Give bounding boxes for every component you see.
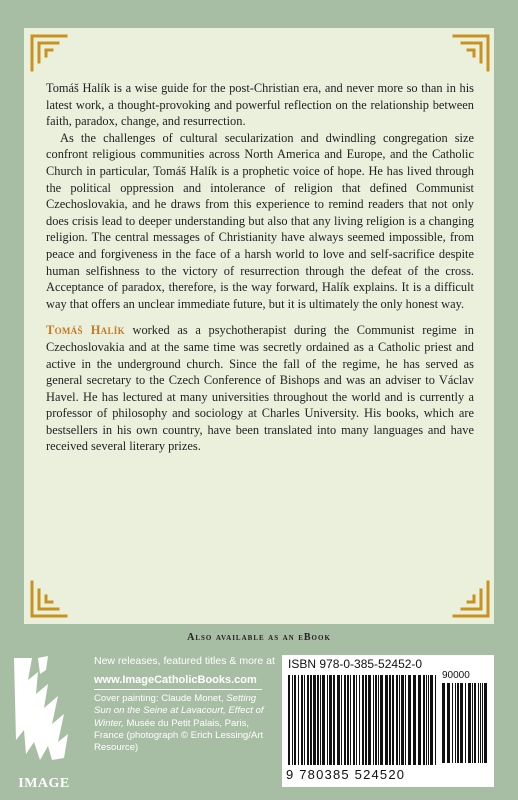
publisher-tagline: New releases, featured titles & more at: [94, 655, 275, 667]
publisher-logo-text: IMAGE: [18, 776, 70, 791]
corner-ornament-top-left: [28, 32, 68, 72]
ean-barcode-icon: [288, 675, 438, 765]
publisher-url[interactable]: www.ImageCatholicBooks.com: [94, 674, 257, 686]
description-text: [46, 80, 474, 455]
corner-ornament-bottom-left: [28, 580, 68, 620]
painting-title: Setting Sun on the Seine at Lavacourt, Effect of Winter,: [94, 693, 264, 729]
cover-credit-rest: Musée du Petit Palais, Paris, France (photograph © Erich Lessing/Art Resource): [94, 717, 264, 754]
cover-credit: [94, 693, 272, 754]
corner-ornament-top-right: [452, 32, 492, 72]
corner-ornament-bottom-right: [452, 580, 492, 620]
isbn-label: ISBN 978-0-385-52452-0: [288, 657, 423, 671]
ebook-notice: Also available as an eBook: [187, 632, 331, 643]
author-bio: [46, 322, 474, 455]
price-code: 90000: [442, 670, 470, 681]
cover-credit-prefix: Cover painting: Claude Monet,: [94, 693, 227, 704]
barcode-digits: 9 780385 524520: [286, 767, 406, 782]
barcode: [282, 655, 494, 787]
divider: [94, 689, 262, 690]
author-name: Tomáš Halík: [46, 323, 125, 338]
author-bio-text: worked as a psychotherapist during the Communist regime in Czechoslovakia and at the same time was secretly ordained as a Catholic priest and active in the underground church. Since the fall of the regime, he has served as general secretary to the Czech Conference of Bishops and was an adviser to Václav Havel. He has lectured at many universities throughout the world and is currently a professor of philosophy and sociology at Charles University. His books, which are bestsellers in his own country, have been translated into many languages and have received several literary prizes.: [46, 323, 474, 454]
blurb-paragraph-1: Tomáš Halík is a wise guide for the post-Christian era, and never more so than in his latest work, a thought-provoking and powerful reflection on the relationship between faith, paradox, change, and resurrection.: [46, 81, 474, 129]
image-logo-icon: [8, 650, 80, 786]
blurb-paragraph-2: As the challenges of cultural secularization and dwindling congregation size confront religious communities across North America and Europe, and the Catholic Church in particular, Tomáš Halík is a prophetic voice of hope. He has lived through the political oppression and intolerance of religion that defined Communist Czechoslovakia, and he draws from this experience to remind readers that not only does crisis lead to deeper understanding but also that any living religion is a changing religion. The central messages of Christianity have always seemed impossible, from peace and forgiveness in the face of a harsh world to love and self-sacrifice despite human selfishness to the victory of resurrection through the defeat of the cross. Acceptance of paradox, therefore, is the way forward, Halík explains. It is a difficult way that offers an unclear immediate future, but it is ultimately the only honest way.: [46, 130, 474, 311]
addon-barcode-icon: [442, 683, 490, 763]
publisher-logo: [8, 650, 80, 786]
